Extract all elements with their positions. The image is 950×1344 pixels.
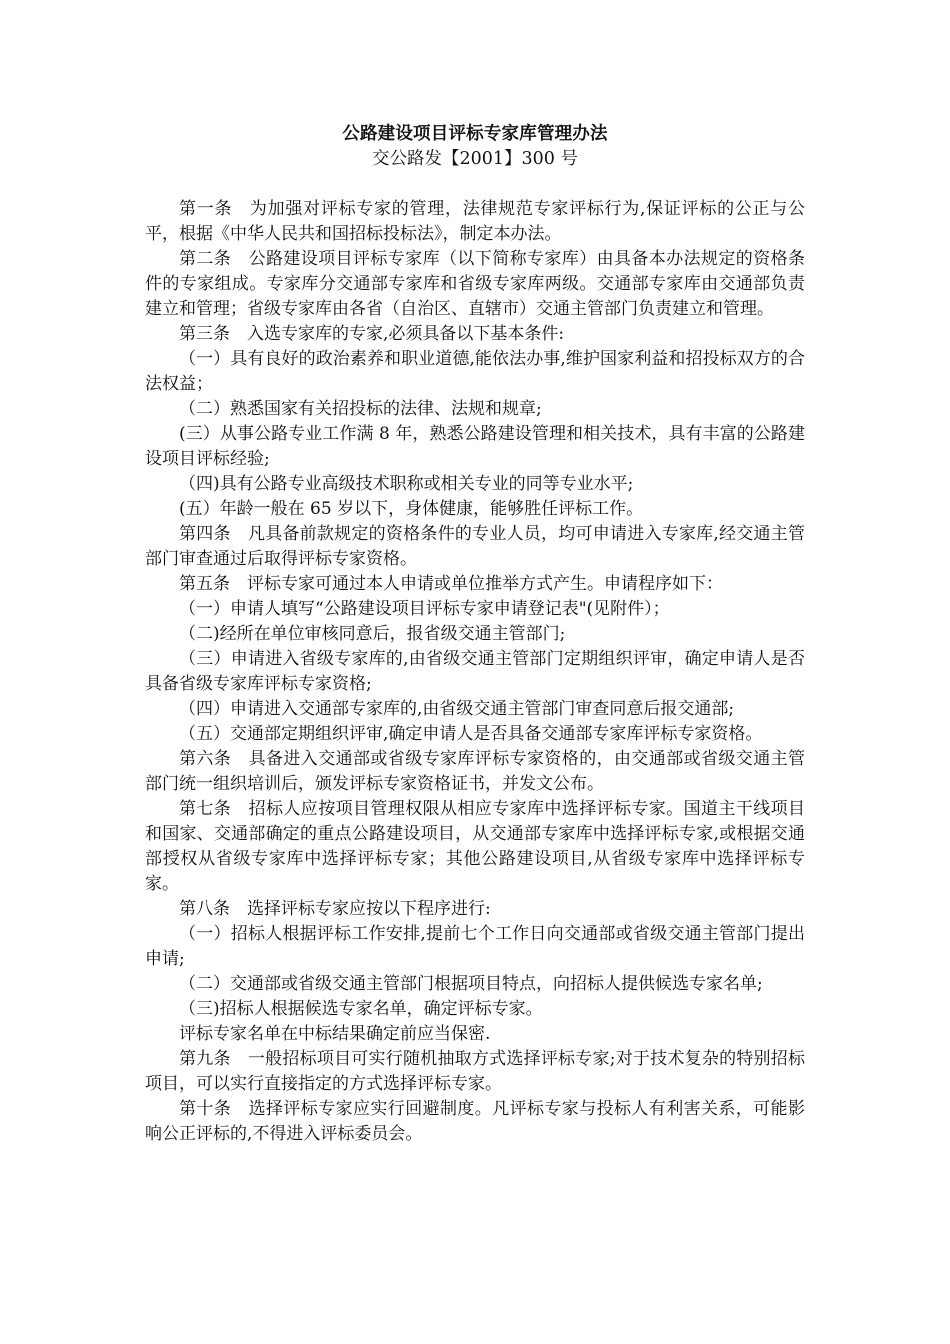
paragraph-article-3-item-5: (五）年龄一般在 65 岁以下，身体健康，能够胜任评标工作。 bbox=[179, 499, 644, 519]
paragraph-article-5-item-1: （一）申请人填写“公路建设项目评标专家申请登记表"(见附件）； bbox=[179, 599, 670, 619]
paragraph-article-8-item-2: （二）交通部或省级交通主管部门根据项目特点，向招标人提供候选专家名单; bbox=[179, 974, 763, 994]
paragraph-article-5-item-2: （二)经所在单位审核同意后，报省级交通主管部门; bbox=[179, 624, 566, 644]
paragraph-article-3-item-2: （二）熟悉国家有关招投标的法律、法规和规章; bbox=[179, 399, 542, 419]
paragraph-article-10: 第十条 选择评标专家应实行回避制度。凡评标专家与投标人有利害关系，可能影响公正评标的,不得进入评标委员会。 bbox=[145, 1099, 805, 1144]
document-body bbox=[145, 197, 805, 1147]
document-title: 公路建设项目评标专家库管理办法 bbox=[342, 124, 608, 144]
paragraph-article-3-item-3: (三）从事公路专业工作满 8 年，熟悉公路建设管理和相关技术，具有丰富的公路建设项目评标经验; bbox=[145, 424, 805, 469]
paragraph-article-5-item-3: （三）申请进入省级专家库的,由省级交通主管部门定期组织评审，确定申请人是否具备省级专家库评标专家资格; bbox=[145, 649, 805, 694]
paragraph-article-7: 第七条 招标人应按项目管理权限从相应专家库中选择评标专家。国道主干线项目和国家、交通部确定的重点公路建设项目，从交通部专家库中选择评标专家,或根据交通部授权从省级专家库中选择评标专家；其他公路建设项目,从省级专家库中选择评标专家。 bbox=[145, 799, 805, 894]
paragraph-article-3: 第三条 入选专家库的专家,必须具备以下基本条件: bbox=[179, 324, 565, 344]
paragraph-article-2: 第二条 公路建设项目评标专家库（以下简称专家库）由具备本办法规定的资格条件的专家组成。专家库分交通部专家库和省级专家库两级。交通部专家库由交通部负责建立和管理；省级专家库由各省（自治区、直辖市）交通主管部门负责建立和管理。 bbox=[145, 249, 805, 319]
paragraph-article-3-item-4: （四)具有公路专业高级技术职称或相关专业的同等专业水平; bbox=[179, 474, 634, 494]
paragraph-article-5-item-4: （四）申请进入交通部专家库的,由省级交通主管部门审查同意后报交通部; bbox=[179, 699, 735, 719]
paragraph-article-6: 第六条 具备进入交通部或省级专家库评标专家资格的，由交通部或省级交通主管部门统一组织培训后，颁发评标专家资格证书，并发文公布。 bbox=[145, 749, 805, 794]
paragraph-article-5-item-5: （五）交通部定期组织评审,确定申请人是否具备交通部专家库评标专家资格。 bbox=[179, 724, 763, 744]
paragraph-article-4: 第四条 凡具备前款规定的资格条件的专业人员，均可申请进入专家库,经交通主管部门审查通过后取得评标专家资格。 bbox=[145, 524, 805, 569]
paragraph-article-1: 第一条 为加强对评标专家的管理，法律规范专家评标行为,保证评标的公正与公平，根据《中华人民共和国招标投标法》，制定本办法。 bbox=[145, 199, 805, 244]
paragraph-article-8-item-1: （一）招标人根据评标工作安排,提前七个工作日向交通部或省级交通主管部门提出申请; bbox=[145, 924, 805, 969]
document-page bbox=[145, 122, 805, 1147]
paragraph-article-8: 第八条 选择评标专家应按以下程序进行: bbox=[179, 899, 491, 919]
document-number: 交公路发【2001】300 号 bbox=[371, 149, 578, 169]
paragraph-article-8-item-3: （三)招标人根据候选专家名单，确定评标专家。 bbox=[179, 999, 543, 1019]
paragraph-article-9: 第九条 一般招标项目可实行随机抽取方式选择评标专家;对于技术复杂的特别招标项目，可以实行直接指定的方式选择评标专家。 bbox=[145, 1049, 805, 1094]
paragraph-article-5: 第五条 评标专家可通过本人申请或单位推举方式产生。申请程序如下： bbox=[179, 574, 723, 594]
paragraph-article-8-note: 评标专家名单在中标结果确定前应当保密. bbox=[179, 1024, 491, 1044]
paragraph-article-3-item-1: （一）具有良好的政治素养和职业道德,能依法办事,维护国家利益和招投标双方的合法权益； bbox=[145, 349, 805, 394]
